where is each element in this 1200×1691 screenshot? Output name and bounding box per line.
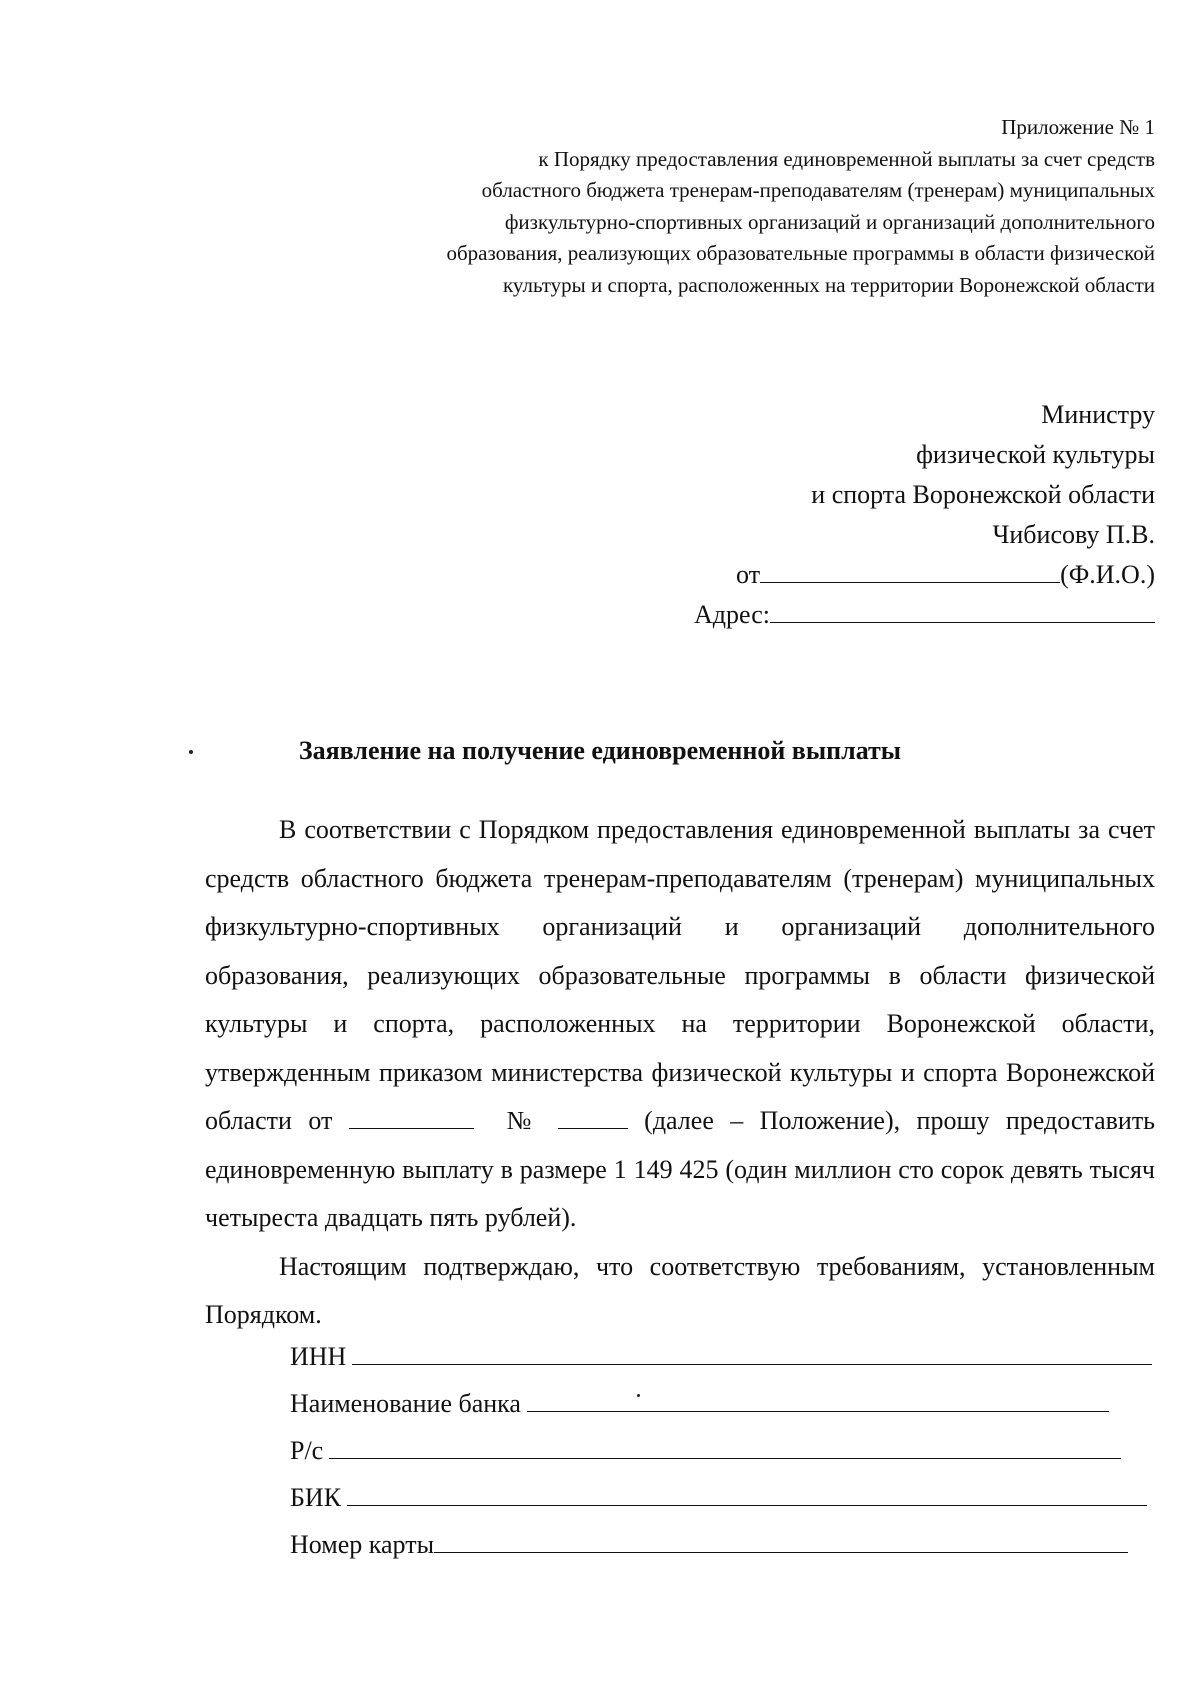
from-label: от — [736, 560, 761, 589]
bank-details-fields — [290, 1338, 1160, 1573]
bank-row — [290, 1385, 1160, 1432]
order-number-field[interactable] — [558, 1106, 628, 1129]
address-row — [600, 595, 1155, 635]
account-field[interactable] — [329, 1432, 1121, 1459]
address-field[interactable] — [770, 596, 1155, 623]
addressee-line-2: физической культуры — [916, 440, 1155, 469]
appendix-line-1: Приложение № 1 — [1001, 115, 1155, 139]
bik-label: БИК — [290, 1483, 342, 1512]
card-field[interactable] — [434, 1526, 1128, 1553]
from-row — [600, 555, 1155, 595]
inn-field[interactable] — [352, 1338, 1152, 1365]
bank-field[interactable] — [527, 1385, 1109, 1412]
addressee-block — [600, 395, 1155, 635]
inn-row — [290, 1338, 1160, 1385]
card-row — [290, 1526, 1160, 1573]
addressee-line-1: Министру — [1041, 400, 1155, 429]
account-label: Р/с — [290, 1436, 324, 1465]
account-row — [290, 1432, 1160, 1479]
document-title: Заявление на получение единовременной выплаты — [298, 736, 902, 765]
order-number-sign: № — [506, 1106, 542, 1135]
appendix-line-3: областного бюджета тренерам-преподавателям (тренерам) муниципальных — [481, 178, 1155, 202]
body-paragraph-1-text-b: (далее – Положение), прошу предоставить единовременную выплату в размере 1 149 425 (один миллион сто сорок девять тысяч четыреста двадцать пять рублей). — [205, 1106, 1156, 1232]
addressee-line-4: Чибисову П.В. — [992, 520, 1155, 549]
appendix-line-2: к Порядку предоставления единовременной выплаты за счет средств — [538, 146, 1155, 171]
order-date-field[interactable] — [349, 1106, 474, 1129]
body-paragraph-1-text-a: В соответствии с Порядком предоставления единовременной выплаты за счет средств областного бюджета тренерам-преподавателям (тренерам) муниципальных физкультурно-спортивных организаций и организаций дополнительного образования, реализующих образовательные программы в области физической культуры и спорта, расположенных на территории Воронежской области, утвержденным приказом министерства физической культуры и спорта Воронежской области от — [205, 815, 1155, 1135]
address-label: Адрес: — [694, 600, 770, 629]
bik-row — [290, 1479, 1160, 1526]
card-label: Номер карты — [290, 1530, 435, 1559]
body-paragraph-1 — [205, 806, 1155, 1243]
bank-label: Наименование банка — [290, 1389, 521, 1418]
appendix-header — [300, 112, 1155, 301]
addressee-line-3: и спорта Воронежской области — [811, 480, 1155, 509]
from-name-field[interactable] — [760, 556, 1060, 583]
from-suffix: (Ф.И.О.) — [1060, 560, 1155, 589]
document-body — [205, 806, 1155, 1340]
appendix-line-4: физкультурно-спортивных организаций и организаций дополнительного — [504, 209, 1155, 234]
inn-label: ИНН — [290, 1342, 347, 1371]
appendix-line-6: культуры и спорта, расположенных на территории Воронежской области — [503, 272, 1155, 297]
bik-field[interactable] — [347, 1479, 1147, 1506]
body-paragraph-2: Настоящим подтверждаю, что соответствую требованиям, установленным Порядком. — [205, 1251, 1155, 1329]
appendix-line-5: образования, реализующих образовательные программы в области физической — [446, 241, 1155, 265]
